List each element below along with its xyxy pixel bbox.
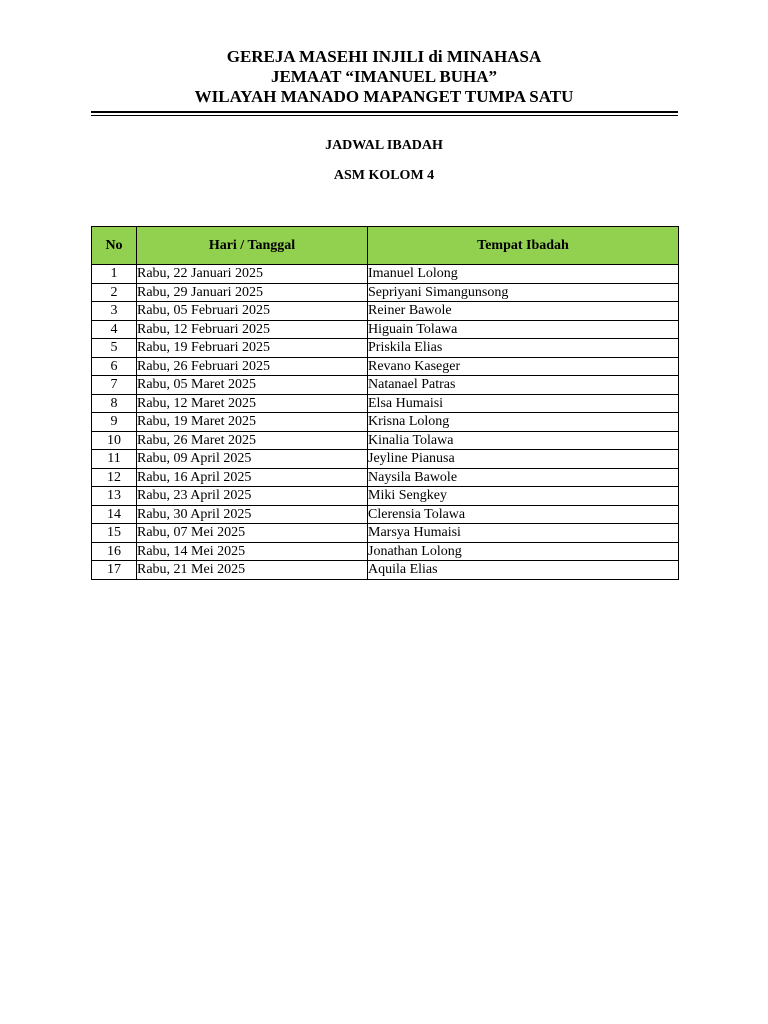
cell-no: 7: [92, 376, 137, 395]
table-row: [92, 561, 679, 580]
cell-place: Marsya Humaisi: [368, 524, 679, 543]
cell-no: 8: [92, 394, 137, 413]
cell-date: Rabu, 26 Februari 2025: [137, 357, 368, 376]
cell-place: Aquila Elias: [368, 561, 679, 580]
cell-place: Miki Sengkey: [368, 487, 679, 506]
table-row: [92, 524, 679, 543]
cell-no: 15: [92, 524, 137, 543]
cell-no: 14: [92, 505, 137, 524]
cell-no: 12: [92, 468, 137, 487]
congregation-name: JEMAAT “IMANUEL BUHA”: [270, 67, 498, 86]
cell-date: Rabu, 05 Maret 2025: [137, 376, 368, 395]
cell-place: Clerensia Tolawa: [368, 505, 679, 524]
table-row: [92, 376, 679, 395]
cell-date: Rabu, 12 Februari 2025: [137, 320, 368, 339]
cell-date: Rabu, 19 Maret 2025: [137, 413, 368, 432]
cell-date: Rabu, 23 April 2025: [137, 487, 368, 506]
table-row: [92, 450, 679, 469]
cell-place: Higuain Tolawa: [368, 320, 679, 339]
cell-no: 10: [92, 431, 137, 450]
table-body: [92, 265, 679, 580]
region-name: WILAYAH MANADO MAPANGET TUMPA SATU: [194, 87, 574, 106]
table-row: [92, 320, 679, 339]
cell-date: Rabu, 29 Januari 2025: [137, 283, 368, 302]
cell-date: Rabu, 30 April 2025: [137, 505, 368, 524]
cell-date: Rabu, 09 April 2025: [137, 450, 368, 469]
table-row: [92, 542, 679, 561]
cell-place: Imanuel Lolong: [368, 265, 679, 284]
table-row: [92, 283, 679, 302]
table-row: [92, 394, 679, 413]
cell-date: Rabu, 26 Maret 2025: [137, 431, 368, 450]
table-row: [92, 487, 679, 506]
table-row: [92, 413, 679, 432]
column-header-place: Tempat Ibadah: [368, 227, 679, 265]
cell-place: Elsa Humaisi: [368, 394, 679, 413]
cell-no: 16: [92, 542, 137, 561]
document-header: [0, 47, 768, 107]
schedule-table: [91, 226, 679, 580]
cell-place: Priskila Elias: [368, 339, 679, 358]
table-row: [92, 265, 679, 284]
cell-date: Rabu, 19 Februari 2025: [137, 339, 368, 358]
church-name: GEREJA MASEHI INJILI di MINAHASA: [226, 47, 542, 66]
cell-place: Krisna Lolong: [368, 413, 679, 432]
cell-no: 3: [92, 302, 137, 321]
cell-no: 5: [92, 339, 137, 358]
table-row: [92, 357, 679, 376]
header-divider-thin: [91, 115, 678, 116]
cell-no: 17: [92, 561, 137, 580]
column-header-date: Hari / Tanggal: [137, 227, 368, 265]
cell-date: Rabu, 21 Mei 2025: [137, 561, 368, 580]
cell-place: Natanael Patras: [368, 376, 679, 395]
table-row: [92, 505, 679, 524]
table-row: [92, 431, 679, 450]
cell-place: Jonathan Lolong: [368, 542, 679, 561]
table-row: [92, 339, 679, 358]
cell-date: Rabu, 05 Februari 2025: [137, 302, 368, 321]
cell-no: 11: [92, 450, 137, 469]
cell-no: 2: [92, 283, 137, 302]
table-row: [92, 302, 679, 321]
cell-date: Rabu, 16 April 2025: [137, 468, 368, 487]
header-divider-thick: [91, 111, 678, 113]
cell-date: Rabu, 14 Mei 2025: [137, 542, 368, 561]
cell-place: Revano Kaseger: [368, 357, 679, 376]
cell-no: 6: [92, 357, 137, 376]
table-header-row: [92, 227, 679, 265]
cell-no: 1: [92, 265, 137, 284]
cell-place: Jeyline Pianusa: [368, 450, 679, 469]
cell-date: Rabu, 22 Januari 2025: [137, 265, 368, 284]
table-row: [92, 468, 679, 487]
column-header-no: No: [92, 227, 137, 265]
cell-no: 13: [92, 487, 137, 506]
document-subtitle: ASM KOLOM 4: [333, 168, 435, 183]
cell-place: Naysila Bawole: [368, 468, 679, 487]
cell-no: 4: [92, 320, 137, 339]
cell-place: Sepriyani Simangunsong: [368, 283, 679, 302]
cell-date: Rabu, 12 Maret 2025: [137, 394, 368, 413]
cell-place: Kinalia Tolawa: [368, 431, 679, 450]
document-title: JADWAL IBADAH: [325, 138, 443, 153]
cell-no: 9: [92, 413, 137, 432]
cell-date: Rabu, 07 Mei 2025: [137, 524, 368, 543]
cell-place: Reiner Bawole: [368, 302, 679, 321]
